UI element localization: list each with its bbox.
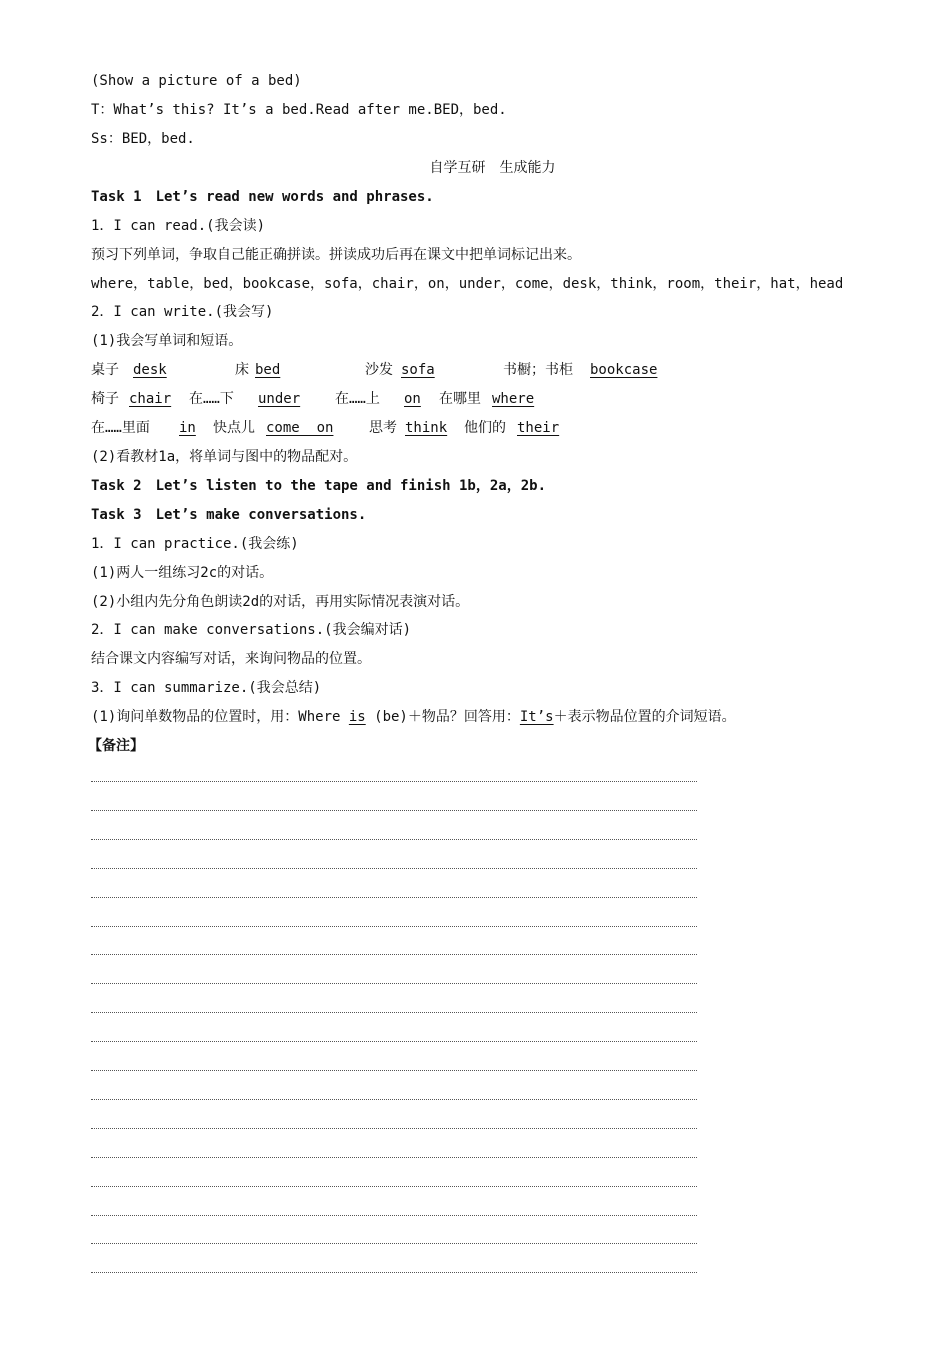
vocab-chair-en: chair [129,391,172,407]
vocab-think-en: think [405,420,448,436]
task3-item1-b: (2)小组内先分角色朗读2d的对话，再用实际情况表演对话。 [91,594,470,610]
vocab-think-cn: 思考 [369,420,397,436]
task1-item1-title: 1．I can read.(我会读) [91,218,266,234]
vocab-their-cn: 他们的 [464,420,506,436]
note-rule-line [91,926,697,927]
summary-part2: (be)＋物品？回答用： [365,709,520,725]
vocab-on-en: on [404,391,421,407]
task3-item1-title: 1．I can practice.(我会练) [91,536,299,552]
task2-title: Task 2 Let’s listen to the tape and finish 1b，2a，2b. [91,478,547,494]
intro-line-1: (Show a picture of a bed) [91,73,302,89]
vocab-sofa-cn: 沙发 [365,362,393,378]
vocab-comeon-en: come on [266,420,334,436]
note-rule-line [91,868,697,869]
note-rule-line [91,1243,697,1244]
vocab-on-cn: 在……上 [335,391,380,407]
note-rule-line [91,1041,697,1042]
note-rule-line [91,1272,697,1273]
task1-sub2: (2)看教材1a，将单词与图中的物品配对。 [91,449,358,465]
vocab-under-en: under [258,391,301,407]
task3-item1-a: (1)两人一组练习2c的对话。 [91,565,274,581]
vocab-chair-cn: 椅子 [91,391,119,407]
vocab-in-en: in [179,420,196,436]
summary-part3: ＋表示物品位置的介词短语。 [553,709,736,725]
vocab-desk-en: desk [133,362,167,378]
task1-title: Task 1 Let’s read new words and phrases. [91,189,434,205]
note-rule-line [91,1128,697,1129]
summary-answer1: is [348,709,366,725]
task1-item2-title: 2．I can write.(我会写) [91,304,274,320]
vocab-bed-en: bed [255,362,281,378]
task3-item2-title: 2．I can make conversations.(我会编对话) [91,622,412,638]
intro-line-3: Ss：BED，bed. [91,131,195,147]
vocab-comeon-cn: 快点儿 [213,420,255,436]
note-rule-line [91,954,697,955]
summary-line [91,708,736,726]
task3-item3-title: 3．I can summarize.(我会总结) [91,680,322,696]
vocab-their-en: their [517,420,560,436]
task1-item1-instruction: 预习下列单词，争取自己能正确拼读。拼读成功后再在课文中把单词标记出来。 [91,247,581,263]
note-rule-line [91,1157,697,1158]
task1-sub1: (1)我会写单词和短语。 [91,333,243,349]
vocab-sofa-en: sofa [401,362,435,378]
note-rule-line [91,839,697,840]
task3-item2-text: 结合课文内容编写对话，来询问物品的位置。 [91,651,371,667]
vocab-under-cn: 在……下 [189,391,234,407]
vocab-in-cn: 在……里面 [91,420,150,436]
note-rule-line [91,1099,697,1100]
section-title: 自学互研 生成能力 [429,160,556,176]
note-rule-line [91,1012,697,1013]
note-rule-line [91,781,697,782]
vocab-where-cn: 在哪里 [439,391,481,407]
note-rule-line [91,1215,697,1216]
summary-answer2: It’s [519,709,554,725]
note-rule-line [91,983,697,984]
note-rule-line [91,1186,697,1187]
summary-part1: (1)询问单数物品的位置时，用：Where [91,709,349,725]
vocab-bookcase-en: bookcase [590,362,658,378]
note-rule-line [91,897,697,898]
vocab-where-en: where [492,391,535,407]
intro-line-2: T：What’s this? It’s a bed.Read after me.BED，bed. [91,102,507,118]
note-rule-line [91,1070,697,1071]
vocab-bed-cn: 床 [235,362,249,378]
word-list: where，table，bed，bookcase，sofa，chair，on，under，come，desk，think，room，their，hat，head [91,276,844,292]
vocab-desk-cn: 桌子 [91,362,119,378]
task3-title: Task 3 Let’s make conversations. [91,507,367,523]
note-rule-line [91,810,697,811]
vocab-bookcase-cn: 书橱；书柜 [503,362,573,378]
notes-label: 【备注】 [88,738,144,754]
